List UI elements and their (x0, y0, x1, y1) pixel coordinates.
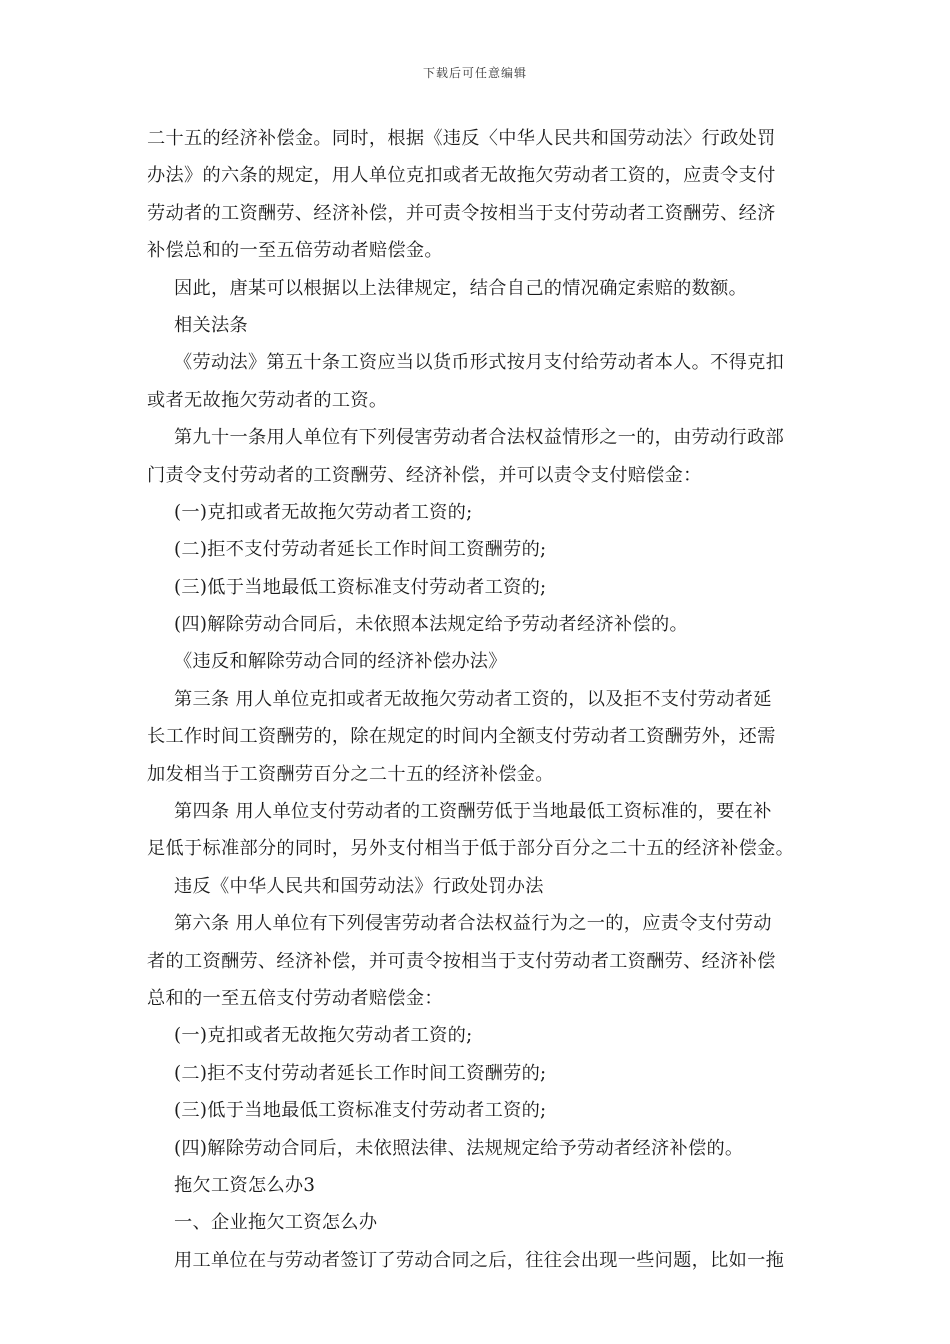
text-line: 相关法条 (174, 314, 248, 336)
text-line: (四)解除劳动合同后，未依照本法规定给予劳动者经济补偿的。 (174, 614, 688, 636)
text-line: (三)低于当地最低工资标准支付劳动者工资的; (174, 576, 547, 598)
text-line: 第九十一条用人单位有下列侵害劳动者合法权益情形之一的，由劳动行政部 (174, 427, 785, 449)
text-line: 办法》的六条的规定，用人单位克扣或者无故拖欠劳动者工资的，应责令支付 (147, 165, 776, 187)
text-line: (一)克扣或者无故拖欠劳动者工资的; (174, 1025, 473, 1047)
text-line: 足低于标准部分的同时，另外支付相当于低于部分百分之二十五的经济补偿金。 (147, 838, 795, 860)
text-line: 第三条 用人单位克扣或者无故拖欠劳动者工资的，以及拒不支付劳动者延 (174, 688, 772, 710)
text-line: 二十五的经济补偿金。同时，根据《违反〈中华人民共和国劳动法〉行政处罚 (147, 128, 776, 149)
text-line: (一)克扣或者无故拖欠劳动者工资的; (174, 501, 473, 523)
text-line: 用工单位在与劳动者签订了劳动合同之后，往往会出现一些问题，比如一拖 (174, 1249, 785, 1271)
text-line: 加发相当于工资酬劳百分之二十五的经济补偿金。 (147, 763, 554, 785)
text-line: 或者无故拖欠劳动者的工资。 (147, 389, 388, 411)
text-line: 《劳动法》第五十条工资应当以货币形式按月支付给劳动者本人。不得克扣 (174, 352, 785, 374)
text-line: 长工作时间工资酬劳的，除在规定的时间内全额支付劳动者工资酬劳外，还需 (147, 726, 776, 748)
text-line: 者的工资酬劳、经济补偿，并可责令按相当于支付劳动者工资酬劳、经济补偿 (147, 950, 776, 972)
text-line: 门责令支付劳动者的工资酬劳、经济补偿，并可以责令支付赔偿金： (147, 464, 702, 486)
text-line: (二)拒不支付劳动者延长工作时间工资酬劳的; (174, 1062, 547, 1084)
text-line: 一、企业拖欠工资怎么办 (174, 1212, 378, 1234)
text-line: (三)低于当地最低工资标准支付劳动者工资的; (174, 1100, 547, 1122)
text-line: 第六条 用人单位有下列侵害劳动者合法权益行为之一的，应责令支付劳动 (174, 913, 772, 935)
text-line: 违反《中华人民共和国劳动法》行政处罚办法 (174, 875, 544, 897)
text-line: 第四条 用人单位支付劳动者的工资酬劳低于当地最低工资标准的，要在补 (174, 801, 772, 823)
text-line: 拖欠工资怎么办3 (174, 1174, 316, 1196)
document-body (147, 120, 807, 1279)
text-line: 补偿总和的一至五倍劳动者赔偿金。 (147, 240, 443, 262)
page-header: 下载后可任意编辑 (422, 66, 527, 80)
text-line: 总和的一至五倍支付劳动者赔偿金： (147, 987, 443, 1009)
text-line: 《违反和解除劳动合同的经济补偿办法》 (174, 651, 507, 673)
text-line: 劳动者的工资酬劳、经济补偿，并可责令按相当于支付劳动者工资酬劳、经济 (147, 202, 776, 224)
text-line: 因此，唐某可以根据以上法律规定，结合自己的情况确定索赔的数额。 (174, 277, 748, 299)
text-line: (二)拒不支付劳动者延长工作时间工资酬劳的; (174, 539, 547, 561)
text-line: (四)解除劳动合同后，未依照法律、法规规定给予劳动者经济补偿的。 (174, 1137, 744, 1159)
